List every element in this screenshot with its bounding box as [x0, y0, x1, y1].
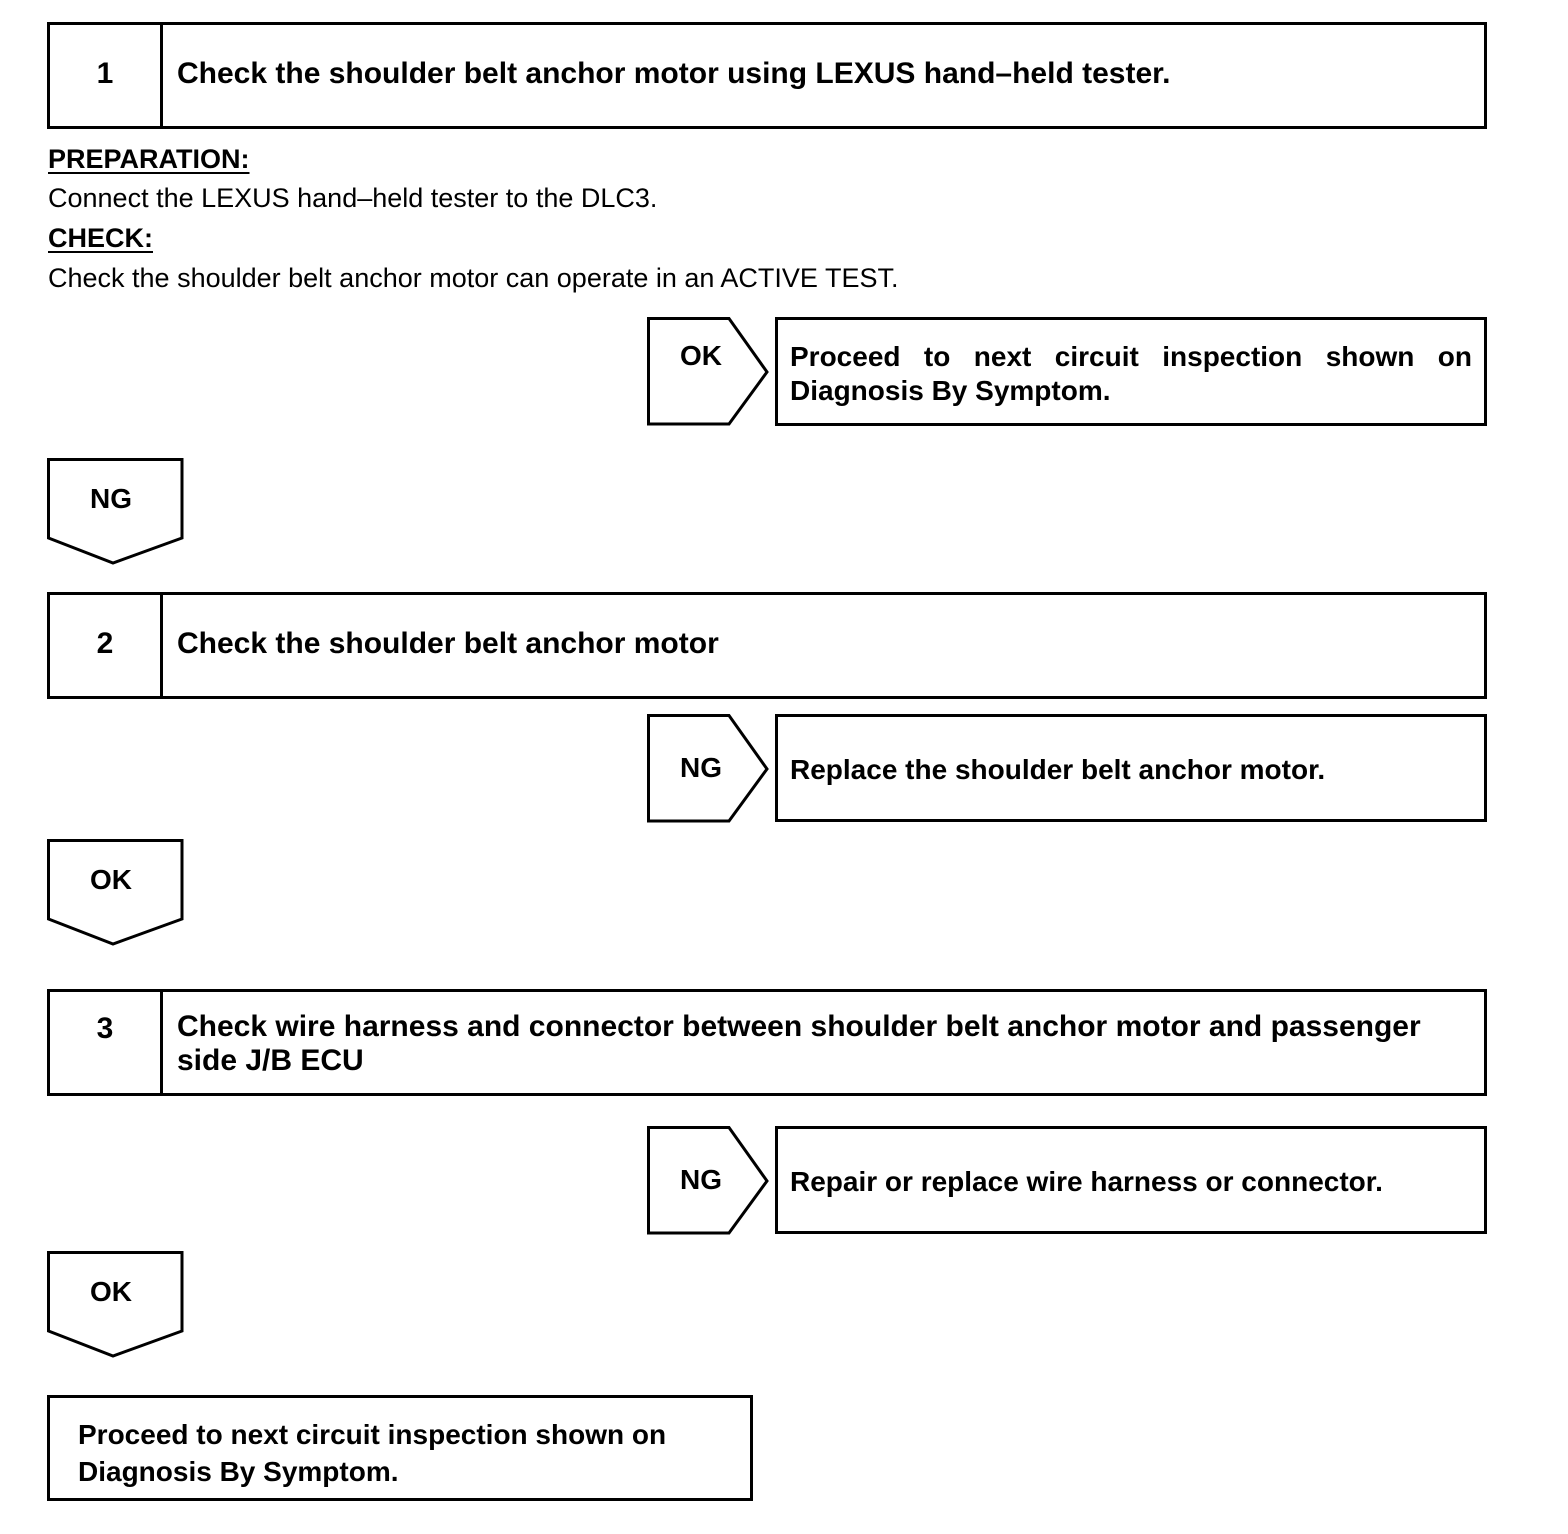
- step-number: 1: [50, 25, 163, 126]
- step-3-box: [47, 989, 1487, 1096]
- preparation-text: Connect the LEXUS hand–held tester to the DLC3.: [48, 183, 658, 213]
- branch-result-box: Proceed to next circuit inspection shown on Diagnosis By Symptom.: [775, 317, 1487, 426]
- step-title: Check the shoulder belt anchor motor: [177, 627, 719, 660]
- check-text: Check the shoulder belt anchor motor can operate in an ACTIVE TEST.: [48, 263, 899, 293]
- branch-tag: NG: [680, 752, 722, 783]
- down-arrow-label: NG: [90, 483, 132, 514]
- step-number: 3: [50, 992, 163, 1093]
- down-arrow-label: OK: [90, 1276, 132, 1307]
- branch-result-box: Repair or replace wire harness or connector.: [775, 1126, 1487, 1234]
- step-title: Check wire harness and connector between shoulder belt anchor motor and passenger side J/B ECU: [177, 1010, 1421, 1077]
- step-2-box: [47, 592, 1487, 699]
- step-title: Check the shoulder belt anchor motor using LEXUS hand–held tester.: [177, 57, 1171, 90]
- final-result-box: Proceed to next circuit inspection shown on Diagnosis By Symptom.: [47, 1395, 753, 1501]
- step-1-box: [47, 22, 1487, 129]
- check-label: CHECK:: [48, 223, 153, 253]
- step-number: 2: [50, 595, 163, 696]
- down-arrow-label: OK: [90, 864, 132, 895]
- branch-tag: OK: [680, 340, 722, 371]
- branch-result-box: Replace the shoulder belt anchor motor.: [775, 714, 1487, 822]
- ok-side-arrow: [647, 317, 771, 427]
- preparation-label: PREPARATION:: [48, 144, 250, 174]
- branch-tag: NG: [680, 1164, 722, 1195]
